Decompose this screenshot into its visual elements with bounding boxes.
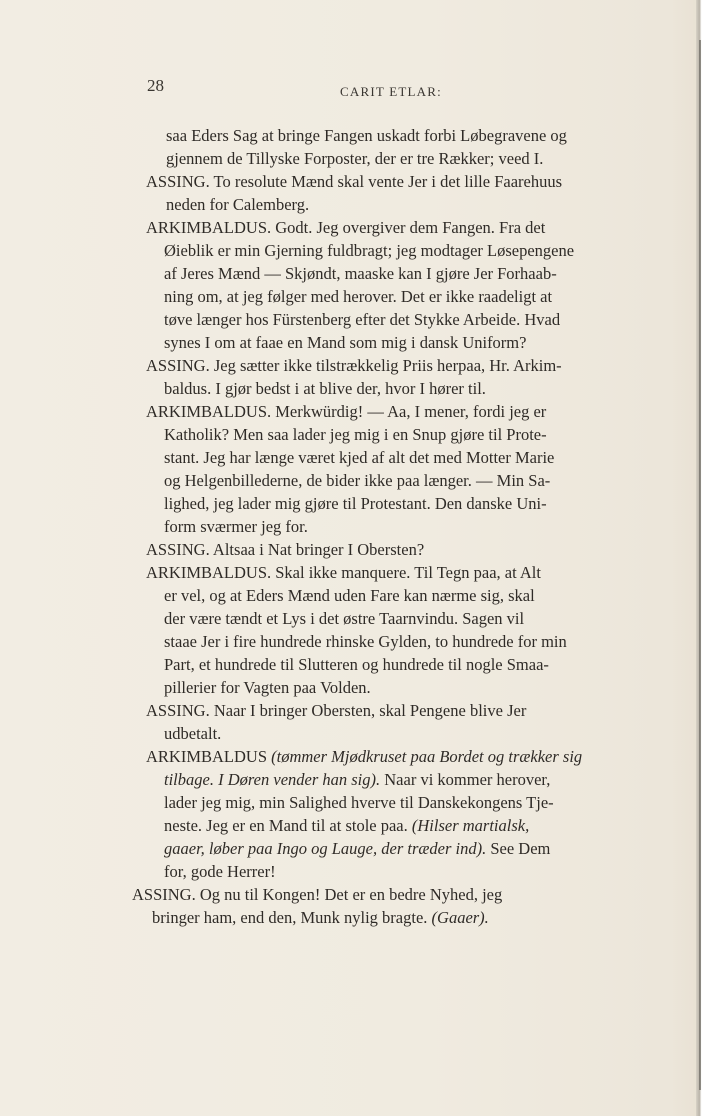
text-line: saa Eders Sag at bringe Fangen uskadt forbi Løbegravene og <box>166 126 567 145</box>
text-line: Katholik? Men saa lader jeg mig i en Snup gjøre til Prote- <box>164 425 547 444</box>
text-line: stant. Jeg har længe været kjed af alt det med Motter Marie <box>164 448 555 467</box>
dialogue-text: ASSING. Og nu til Kongen! Det er en bedre Nyhed, jeg <box>132 885 503 904</box>
stage-direction: tilbage. I Døren vender han sig). <box>164 770 381 789</box>
text-line: ASSING. Naar I bringer Obersten, skal Pengene blive Jer <box>146 701 527 720</box>
dialogue-text: See Dem <box>486 839 551 858</box>
text-line: ARKIMBALDUS. Merkwürdig! — Aa, I mener, fordi jeg er <box>146 402 547 421</box>
dialogue-text: neste. Jeg er en Mand til at stole paa. <box>164 816 412 835</box>
running-head: CARIT ETLAR: <box>340 84 442 99</box>
stage-direction: (Hilser martialsk, <box>411 816 530 835</box>
stage-direction: gaaer, løber paa Ingo og Lauge, der træder ind). <box>164 839 487 858</box>
text-line: af Jeres Mænd — Skjøndt, maaske kan I gjøre Jer Forhaab- <box>164 264 557 283</box>
text-line: lighed, jeg lader mig gjøre til Protestant. Den danske Uni- <box>164 494 547 513</box>
text-line: tøve længer hos Fürstenberg efter det Stykke Arbeide. Hvad <box>164 310 561 329</box>
text-line: ASSING. Jeg sætter ikke tilstrækkelig Priis herpaa, Hr. Arkim- <box>146 356 562 375</box>
dialogue-text: Naar vi kommer herover, <box>380 770 551 789</box>
text-line: staae Jer i fire hundrede rhinske Gylden, to hundrede for min <box>164 632 567 651</box>
dialogue-text: for, gode Herrer! <box>164 862 276 881</box>
text-line: ning om, at jeg følger med herover. Det er ikke raadeligt at <box>164 287 553 306</box>
text-line: udbetalt. <box>164 724 222 743</box>
text-line: pillerier for Vagten paa Volden. <box>164 678 371 697</box>
text-line: ARKIMBALDUS. Godt. Jeg overgiver dem Fangen. Fra det <box>146 218 546 237</box>
text-line: ASSING. To resolute Mænd skal vente Jer i det lille Faarehuus <box>146 172 563 191</box>
text-line: der være tændt et Lys i det østre Taarnvindu. Sagen vil <box>164 609 525 628</box>
text-line: neden for Calemberg. <box>166 195 310 214</box>
text-line <box>146 747 582 767</box>
text-line <box>132 885 502 905</box>
stage-direction: (tømmer Mjødkruset paa Bordet og trækker sig <box>271 747 583 766</box>
text-line: synes I om at faae en Mand som mig i dansk Uniform? <box>164 333 527 352</box>
dialogue-text: bringer ham, end den, Munk nylig bragte. <box>152 908 432 927</box>
text-line: er vel, og at Eders Mænd uden Fare kan nærme sig, skal <box>164 586 535 605</box>
text-line <box>164 770 550 790</box>
text-line: ASSING. Altsaa i Nat bringer I Obersten? <box>146 540 425 559</box>
text-line <box>152 908 489 928</box>
page-number: 28 <box>147 76 164 95</box>
text-line: ARKIMBALDUS. Skal ikke manquere. Til Tegn paa, at Alt <box>146 563 541 582</box>
text-line <box>164 793 554 813</box>
speaker-name: ARKIMBALDUS <box>146 747 272 766</box>
text-line: form sværmer jeg for. <box>164 517 308 536</box>
text-line: og Helgenbillederne, de bider ikke paa længer. — Min Sa- <box>164 471 551 490</box>
text-line <box>164 816 529 836</box>
text-line: gjennem de Tillyske Forposter, der er tre Rækker; veed I. <box>166 149 544 168</box>
text-line: Øieblik er min Gjerning fuldbragt; jeg modtager Løsepengene <box>164 241 575 260</box>
text-line: baldus. I gjør bedst i at blive der, hvor I hører til. <box>164 379 486 398</box>
stage-direction: (Gaaer). <box>431 908 489 927</box>
dialogue-text: lader jeg mig, min Salighed hverve til Danskekongens Tje- <box>164 793 554 812</box>
text-line <box>164 839 550 859</box>
text-line <box>164 862 276 882</box>
text-line: Part, et hundrede til Slutteren og hundrede til nogle Smaa- <box>164 655 549 674</box>
